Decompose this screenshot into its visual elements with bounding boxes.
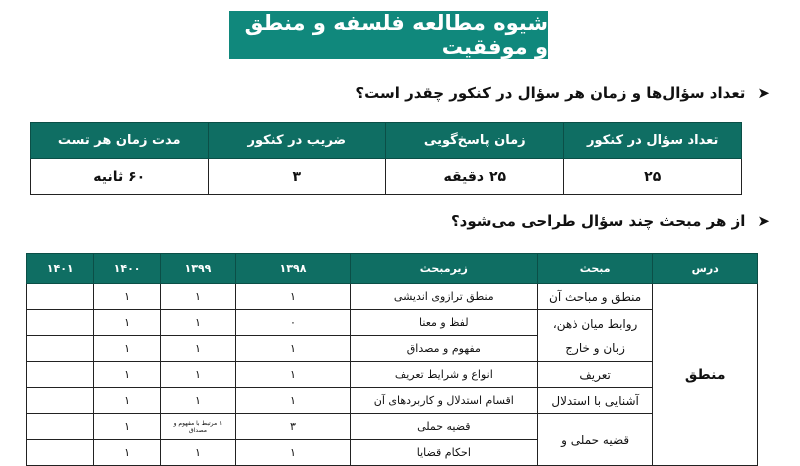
table-row <box>31 159 742 195</box>
cell-1401 <box>27 440 94 466</box>
table-row <box>27 388 758 414</box>
question-topics <box>451 212 770 230</box>
topics-table <box>26 253 758 466</box>
cell-1399: ۱ <box>160 362 235 388</box>
table-header-row <box>31 123 742 159</box>
table-header-row <box>27 254 758 284</box>
cell-subtopic: قضیه حملی <box>350 414 537 440</box>
cell-subtopic: منطق ترازوی اندیشی <box>350 284 537 310</box>
cell-1400: ۱ <box>94 336 160 362</box>
cell-1398: ۱ <box>236 362 351 388</box>
cell-topic: آشنایی با استدلال <box>537 388 653 414</box>
cell-topic <box>537 310 653 362</box>
cell-1401 <box>27 310 94 336</box>
cell-1398: ۱ <box>236 284 351 310</box>
header-topic: مبحث <box>537 254 653 284</box>
cell-1400: ۱ <box>94 414 160 440</box>
table-row <box>27 284 758 310</box>
question-questions-and-time <box>355 84 770 102</box>
cell-1398: ۱ <box>236 388 351 414</box>
header-subtopic: زیرمبحث <box>350 254 537 284</box>
cell-topic: قضیه حملی و <box>537 414 653 466</box>
cell-1400: ۱ <box>94 440 160 466</box>
exam-info-table <box>30 122 742 195</box>
cell-subject: منطق <box>653 284 758 466</box>
arrow-bullet-icon: ➤ <box>757 84 770 102</box>
cell-coefficient: ۳ <box>208 159 386 195</box>
cell-1399: ۱ <box>160 284 235 310</box>
cell-1398: ۰ <box>236 310 351 336</box>
cell-1401 <box>27 388 94 414</box>
cell-1399: ۱ مرتبط با مفهوم و مصداق <box>160 414 235 440</box>
cell-1399: ۱ <box>160 440 235 466</box>
header-time-per-test: مدت زمان هر تست <box>31 123 209 159</box>
arrow-bullet-icon: ➤ <box>757 212 770 230</box>
cell-1400: ۱ <box>94 388 160 414</box>
topic-line: روابط میان ذهن، <box>552 316 638 331</box>
cell-1398: ۱ <box>236 336 351 362</box>
topic-line: زبان و خارج <box>565 340 625 355</box>
header-answer-time: زمان پاسخ‌گویی <box>386 123 564 159</box>
cell-1399: ۱ <box>160 388 235 414</box>
cell-subtopic: لفظ و معنا <box>350 310 537 336</box>
question-text: تعداد سؤال‌ها و زمان هر سؤال در کنکور چقدر است؟ <box>355 84 746 102</box>
cell-1401 <box>27 414 94 440</box>
cell-1401 <box>27 362 94 388</box>
cell-1398: ۱ <box>236 440 351 466</box>
cell-answer-time: ۲۵ دقیقه <box>386 159 564 195</box>
cell-question-count: ۲۵ <box>564 159 742 195</box>
table-row <box>27 362 758 388</box>
cell-topic: تعریف <box>537 362 653 388</box>
cell-1399: ۱ <box>160 310 235 336</box>
table-row <box>27 414 758 440</box>
header-question-count: تعداد سؤال در کنکور <box>564 123 742 159</box>
cell-time-per-test: ۶۰ ثانیه <box>31 159 209 195</box>
page-title: شیوه مطالعه فلسفه و منطق و موفقیت <box>229 11 548 59</box>
header-coefficient: ضریب در کنکور <box>208 123 386 159</box>
header-year-1399: ۱۳۹۹ <box>160 254 235 284</box>
question-text: از هر مبحث چند سؤال طراحی می‌شود؟ <box>450 212 746 230</box>
cell-topic: منطق و مباحث آن <box>537 284 653 310</box>
header-year-1400: ۱۴۰۰ <box>94 254 160 284</box>
cell-subtopic: اقسام استدلال و کاربردهای آن <box>350 388 537 414</box>
cell-1400: ۱ <box>94 310 160 336</box>
cell-1399: ۱ <box>160 336 235 362</box>
cell-1400: ۱ <box>94 284 160 310</box>
cell-subtopic: احکام قضایا <box>350 440 537 466</box>
cell-1401 <box>27 284 94 310</box>
header-subject: درس <box>653 254 758 284</box>
cell-1400: ۱ <box>94 362 160 388</box>
table-row <box>27 310 758 336</box>
header-year-1398: ۱۳۹۸ <box>236 254 351 284</box>
cell-subtopic: مفهوم و مصداق <box>350 336 537 362</box>
cell-1398: ۳ <box>236 414 351 440</box>
header-year-1401: ۱۴۰۱ <box>27 254 94 284</box>
cell-1401 <box>27 336 94 362</box>
cell-subtopic: انواع و شرایط تعریف <box>350 362 537 388</box>
